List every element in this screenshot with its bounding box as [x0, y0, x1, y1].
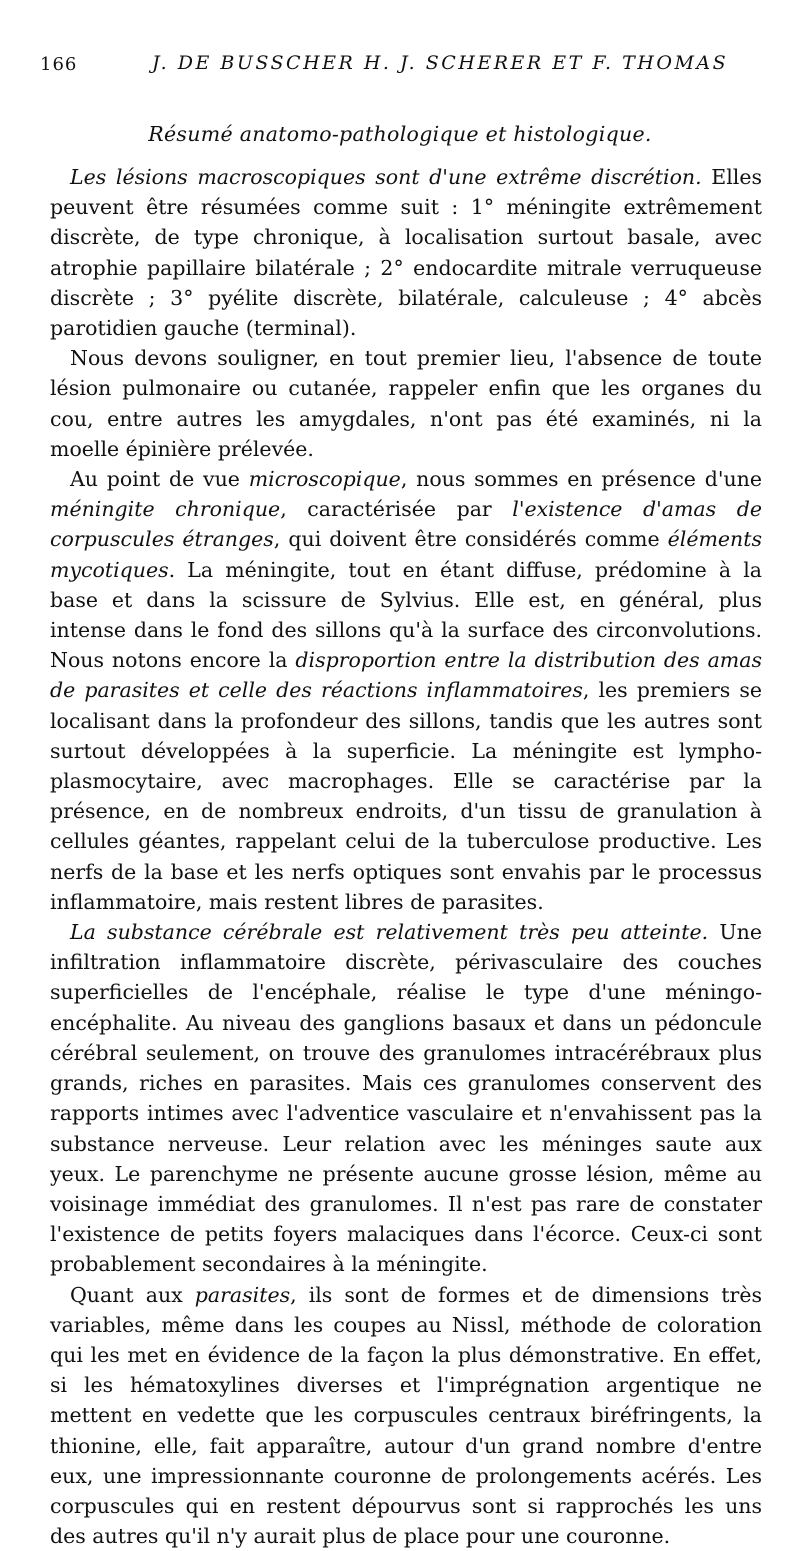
paragraph [50, 343, 762, 464]
text-run: , caractérisée par [280, 497, 513, 522]
italic-text-run: parasites [194, 1282, 291, 1307]
text-run: Nous devons souligner, en tout premier lieu, l'absence de toute lésion pulmonaire ou cutanée, rappeler enfin que les organes du cou, entre autres les amygdales, n'ont pas été examinés, ni la moelle épinière prélevée. [50, 346, 762, 461]
paragraph [50, 464, 762, 917]
text-run: Elles peuvent être résumées comme suit : 1° méningite extrêmement discrète, de type chronique, à localisation surtout basale, avec atrophie papillaire bilatérale ; 2° endocardite mitrale verruqueuse discrète ; 3° pyélite discrète, bilatérale, calculeuse ; 4° abcès parotidien gauche (terminal). [50, 165, 762, 341]
running-head: J. DE BUSSCHER H. J. SCHERER ET F. THOMAS [152, 52, 729, 74]
italic-text-run: éléments mycotiques [50, 527, 762, 582]
paragraph [50, 917, 762, 1279]
italic-text-run: méningite chronique [50, 497, 281, 522]
text-run: Au point de vue [70, 467, 249, 492]
text-run: , les premiers se localisant dans la profondeur des sillons, tandis que les autres sont surtout développées à la superficie. La méningite est lympho-plasmocytaire, avec macrophages. Elle se caractérise par la présence, en de nombreux endroits, d'un tissu de granulation à cellules géantes, rappelant celui de la tuberculose productive. Les nerfs de la base et les nerfs optiques sont envahis par le processus inflammatoire, mais restent libres de parasites. [50, 678, 762, 914]
section-title: Résumé anatomo-pathologique et histologique. [148, 122, 652, 146]
page-header [40, 52, 760, 82]
text-run: , qui doivent être considérés comme [273, 527, 668, 552]
italic-text-run: Les lésions macroscopiques sont d'une extrême discrétion. [70, 165, 702, 189]
text-run: , ils sont de formes et de dimensions très variables, même dans les coupes au Nissl, méthode de coloration qui les met en évidence de la façon la plus démonstrative. En effet, si les hématoxylines diverses et l'imprégnation argentique ne mettent en vedette que les corpuscules centraux biréfringents, la thionine, elle, fait apparaître, autour d'un grand nombre d'entre eux, une impressionnante couronne de prolongements acérés. Les corpuscules qui en restent dépourvus sont si rapprochés les uns des autres qu'il n'y aurait plus de place pour une couronne. [50, 1282, 762, 1549]
italic-text-run: l'existence d'amas de corpuscules étranges [50, 497, 762, 552]
text-run: Une infiltration inflammatoire discrète, périvasculaire des couches superficielles de l'encéphale, réalise le type d'une méningo-encéphalite. Au niveau des ganglions basaux et dans un pédoncule cérébral seulement, on trouve des granulomes intracérébraux plus grands, riches en parasites. Mais ces granulomes conservent des rapports intimes avec l'adventice vasculaire et n'envahissent pas la substance nerveuse. Leur relation avec les méninges saute aux yeux. Le parenchyme ne présente aucune grosse lésion, même au voisinage immédiat des granulomes. Il n'est pas rare de constater l'existence de petits foyers malaciques dans l'écorce. Ceux-ci sont probablement secondaires à la méningite. [50, 920, 762, 1277]
italic-text-run: La substance cérébrale est relativement très peu atteinte. [70, 920, 709, 945]
italic-text-run: microscopique [248, 467, 401, 492]
italic-text-run: disproportion entre la distribution des amas de parasites et celle des réactions inflammatoires [50, 648, 762, 703]
text-run: Quant aux [70, 1282, 195, 1307]
body-text [50, 162, 762, 1551]
text-run: . La méningite, tout en étant diffuse, prédomine à la base et dans la scissure de Sylvius. Elle est, en général, plus intense dans le fond des sillons qu'à la surface des circonvolutions. Nous notons encore la [50, 557, 762, 673]
paragraph [50, 1280, 762, 1551]
page-number: 166 [40, 54, 78, 75]
paragraph [50, 162, 762, 343]
text-run: , nous sommes en présence d'une [400, 467, 762, 492]
